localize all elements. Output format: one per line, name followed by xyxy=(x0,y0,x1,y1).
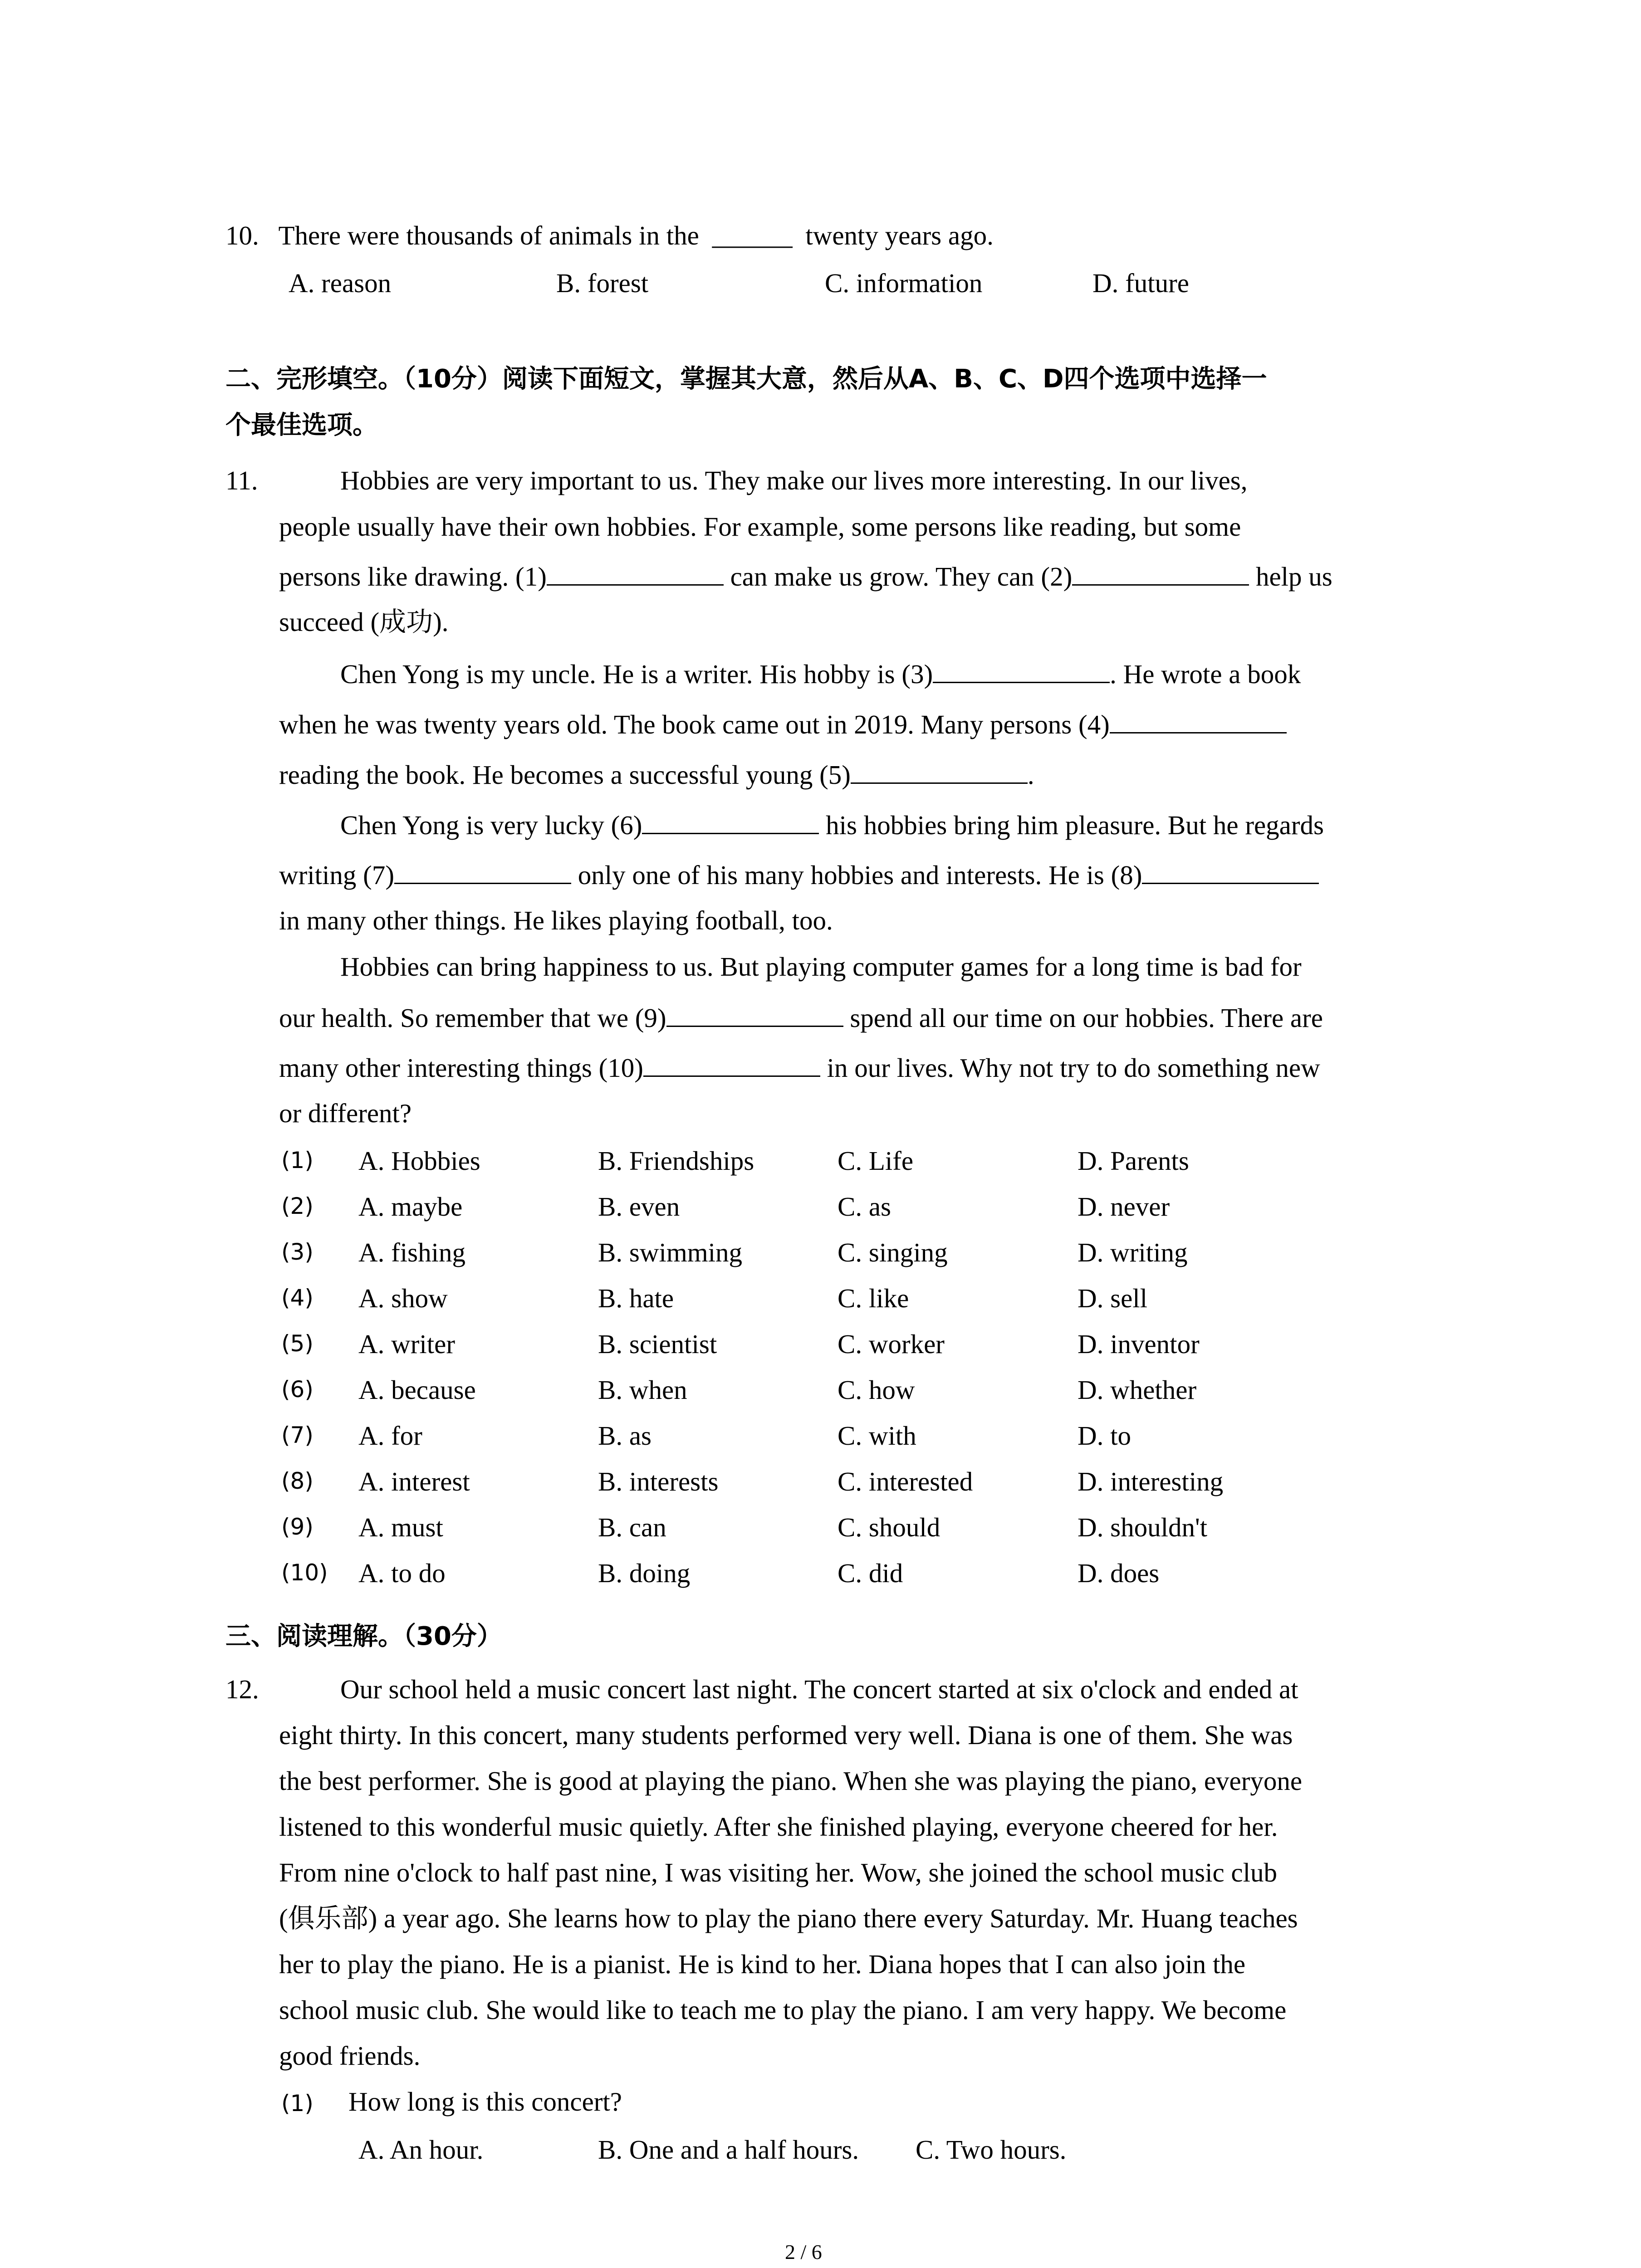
page-number: 2 / 6 xyxy=(785,2240,822,2263)
choice-number: (6) xyxy=(281,1376,314,1403)
choice-option-c[interactable]: C. interested xyxy=(838,1466,973,1496)
q12-line-4: listened to this wonderful music quietly. After she finished playing, everyone cheered for her. xyxy=(279,1812,1278,1842)
q12-line-1: Our school held a music concert last night. The concert started at six o'clock and ended at xyxy=(340,1674,1298,1704)
q12-line-9: good friends. xyxy=(279,2041,421,2071)
choice-option-a[interactable]: A. writer xyxy=(358,1329,455,1359)
choice-option-c[interactable]: C. did xyxy=(838,1558,903,1588)
choice-option-a[interactable]: A. show xyxy=(358,1283,448,1313)
choice-option-b[interactable]: B. even xyxy=(598,1192,680,1222)
choice-option-a[interactable]: A. Hobbies xyxy=(358,1146,480,1176)
choice-option-b[interactable]: B. doing xyxy=(598,1558,691,1588)
section2-heading-line1: 二、完形填空。（10分）阅读下面短文，掌握其大意，然后从A、B、C、D四个选项中选择一 xyxy=(225,364,1267,394)
q10-blank: ______ xyxy=(712,220,793,250)
choice-number: (7) xyxy=(281,1422,314,1448)
choice-option-d[interactable]: D. interesting xyxy=(1078,1466,1224,1496)
choice-option-d[interactable]: D. Parents xyxy=(1078,1146,1189,1176)
choice-option-c[interactable]: C. as xyxy=(838,1192,891,1222)
choice-number: (9) xyxy=(281,1514,314,1540)
blank-10[interactable] xyxy=(643,1054,820,1077)
q10-option-c[interactable]: C. information xyxy=(825,268,983,298)
q11-line-7: reading the book. He becomes a successful young (5) . xyxy=(279,760,1034,790)
q11-line-8: Chen Yong is very lucky (6) his hobbies bring him pleasure. But he regards xyxy=(340,810,1324,840)
choice-option-b[interactable]: B. as xyxy=(598,1421,652,1451)
choice-number: (2) xyxy=(281,1193,314,1219)
q11-line-12: our health. So remember that we (9) spend all our time on our hobbies. There are xyxy=(279,1003,1323,1033)
choice-option-c[interactable]: C. Life xyxy=(838,1146,914,1176)
section2-heading-line2: 个最佳选项。 xyxy=(225,411,378,440)
q10-number: 10. xyxy=(225,220,259,250)
q11-number: 11. xyxy=(225,465,258,495)
choice-option-b[interactable]: B. can xyxy=(598,1512,666,1542)
q11-line-3: persons like drawing. (1) can make us grow. They can (2) help us xyxy=(279,562,1332,591)
choice-number: (3) xyxy=(281,1239,314,1265)
q10-option-b[interactable]: B. forest xyxy=(556,268,649,298)
q12-sub1-question: How long is this concert? xyxy=(348,2087,622,2116)
choice-option-b[interactable]: B. scientist xyxy=(598,1329,717,1359)
choice-option-a[interactable]: A. must xyxy=(358,1512,443,1542)
q12-line-3: the best performer. She is good at playing the piano. When she was playing the piano, everyone xyxy=(279,1766,1303,1796)
blank-8[interactable] xyxy=(1142,861,1319,884)
choice-option-d[interactable]: D. writing xyxy=(1078,1237,1188,1267)
q10-option-d[interactable]: D. future xyxy=(1092,268,1189,298)
choice-number: (1) xyxy=(281,1147,314,1173)
choice-option-d[interactable]: D. never xyxy=(1078,1192,1170,1222)
q10-stem: 10. There were thousands of animals in the ______ twenty years ago. xyxy=(225,220,994,250)
choice-option-c[interactable]: C. with xyxy=(838,1421,916,1451)
choice-option-c[interactable]: C. like xyxy=(838,1283,909,1313)
blank-9[interactable] xyxy=(666,1004,843,1027)
choice-option-d[interactable]: D. sell xyxy=(1078,1283,1148,1313)
choice-option-d[interactable]: D. to xyxy=(1078,1421,1131,1451)
q12-sub1-option-b[interactable]: B. One and a half hours. xyxy=(598,2135,859,2165)
q12-line-7: her to play the piano. He is a pianist. He is kind to her. Diana hopes that I can also join the xyxy=(279,1949,1246,1979)
choice-option-d[interactable]: D. does xyxy=(1078,1558,1160,1588)
q11-line-4: succeed (成功). xyxy=(279,607,449,637)
choice-option-a[interactable]: A. maybe xyxy=(358,1192,463,1222)
q12-sub1-option-c[interactable]: C. Two hours. xyxy=(916,2135,1067,2165)
choice-number: (5) xyxy=(281,1330,314,1357)
q12-line-2: eight thirty. In this concert, many students performed very well. Diana is one of them. She was xyxy=(279,1720,1293,1750)
choice-option-a[interactable]: A. to do xyxy=(358,1558,446,1588)
choice-option-a[interactable]: A. because xyxy=(358,1375,476,1405)
q11-line-5: Chen Yong is my uncle. He is a writer. His hobby is (3) . He wrote a book xyxy=(340,659,1301,689)
choice-option-a[interactable]: A. fishing xyxy=(358,1237,465,1267)
blank-7[interactable] xyxy=(394,861,571,884)
choice-option-c[interactable]: C. worker xyxy=(838,1329,945,1359)
q12-line-8: school music club. She would like to teach me to play the piano. I am very happy. We become xyxy=(279,1995,1287,2025)
choice-option-c[interactable]: C. how xyxy=(838,1375,915,1405)
blank-3[interactable] xyxy=(933,660,1110,683)
choice-option-d[interactable]: D. inventor xyxy=(1078,1329,1200,1359)
q11-line-1: Hobbies are very important to us. They make our lives more interesting. In our lives, xyxy=(340,465,1248,495)
q11-line-14: or different? xyxy=(279,1098,412,1128)
choice-option-a[interactable]: A. for xyxy=(358,1421,422,1451)
choice-option-c[interactable]: C. should xyxy=(838,1512,941,1542)
q11-line-13: many other interesting things (10) in our lives. Why not try to do something new xyxy=(279,1053,1320,1083)
q11-line-9: writing (7) only one of his many hobbies and interests. He is (8) xyxy=(279,861,1319,889)
q11-line-6: when he was twenty years old. The book came out in 2019. Many persons (4) xyxy=(279,710,1287,738)
q11-line-11: Hobbies can bring happiness to us. But playing computer games for a long time is bad for xyxy=(340,952,1302,982)
choice-option-b[interactable]: B. swimming xyxy=(598,1237,742,1267)
q12-line-5: From nine o'clock to half past nine, I was visiting her. Wow, she joined the school music club xyxy=(279,1857,1277,1887)
choice-option-b[interactable]: B. hate xyxy=(598,1283,674,1313)
choice-option-d[interactable]: D. shouldn't xyxy=(1078,1512,1207,1542)
choice-option-b[interactable]: B. Friendships xyxy=(598,1146,754,1176)
q12-line-6: (俱乐部) a year ago. She learns how to play the piano there every Saturday. Mr. Huang teaches xyxy=(279,1903,1298,1933)
section3-heading: 三、阅读理解。（30分） xyxy=(225,1622,502,1651)
q12-sub1-number: (1) xyxy=(281,2090,314,2116)
q11-line-2: people usually have their own hobbies. For example, some persons like reading, but some xyxy=(279,512,1241,542)
blank-2[interactable] xyxy=(1072,562,1249,586)
q10-option-a[interactable]: A. reason xyxy=(289,268,392,298)
choice-number: (4) xyxy=(281,1285,314,1311)
choice-number: (10) xyxy=(281,1559,328,1586)
blank-5[interactable] xyxy=(851,761,1028,784)
blank-6[interactable] xyxy=(642,811,819,834)
choice-option-b[interactable]: B. when xyxy=(598,1375,687,1405)
q12-number: 12. xyxy=(225,1674,259,1704)
choice-number: (8) xyxy=(281,1468,314,1494)
blank-4[interactable] xyxy=(1110,710,1287,733)
choice-option-d[interactable]: D. whether xyxy=(1078,1375,1197,1405)
choice-option-b[interactable]: B. interests xyxy=(598,1466,719,1496)
choice-option-a[interactable]: A. interest xyxy=(358,1466,470,1496)
q12-sub1-option-a[interactable]: A. An hour. xyxy=(358,2135,484,2165)
q11-line-10: in many other things. He likes playing football, too. xyxy=(279,905,833,935)
choice-option-c[interactable]: C. singing xyxy=(838,1237,948,1267)
blank-1[interactable] xyxy=(547,562,724,586)
